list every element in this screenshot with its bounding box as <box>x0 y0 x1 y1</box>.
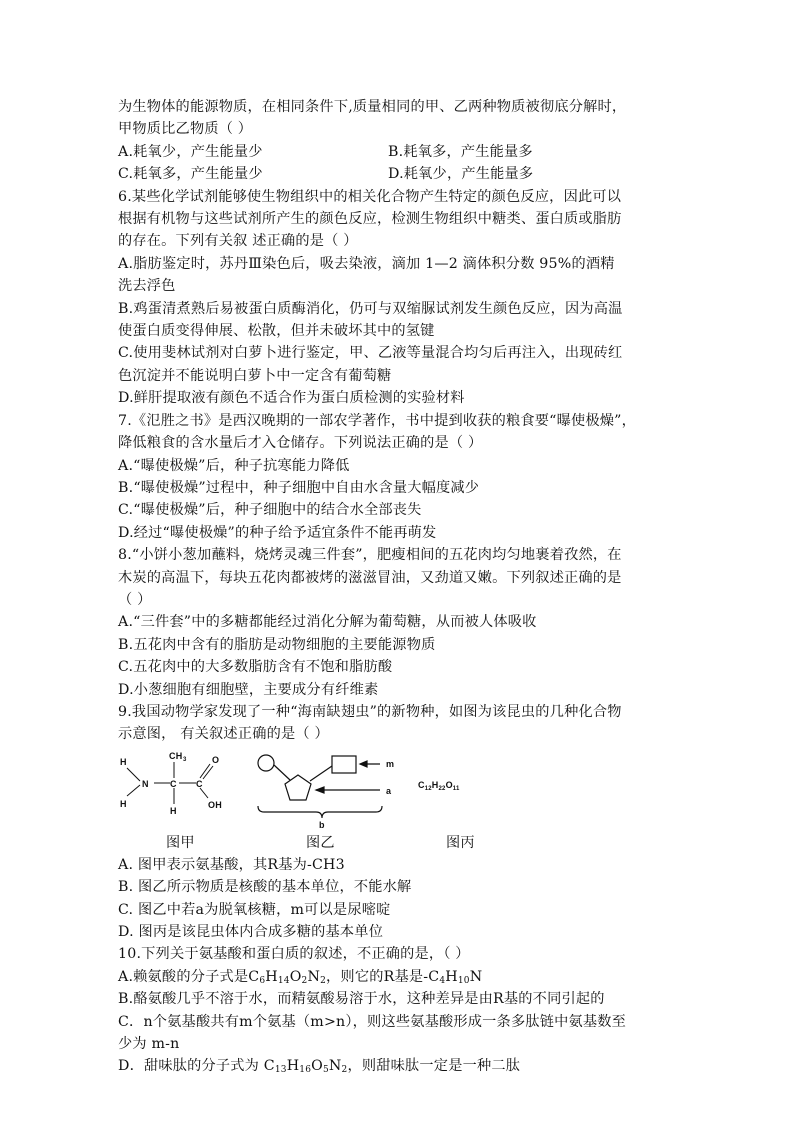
q10-option-d <box>118 1055 678 1077</box>
q5-options-row1 <box>118 141 678 163</box>
svg-text:a: a <box>386 785 392 796</box>
q10-option-d-prefix: D．甜味肽的分子式为 <box>118 1058 264 1075</box>
svg-text:3: 3 <box>183 756 187 763</box>
q6-option-d: D.鲜肝提取液有颜色不适合作为蛋白质检测的实验材料 <box>118 390 465 407</box>
q9-option-c: C. 图乙中若a为脱氧核糖，m可以是尿嘧啶 <box>118 901 391 918</box>
q10-option-d-suffix: ，则甜味肽一定是一种二肽 <box>347 1058 521 1075</box>
q9-option-a: A. 图甲表示氨基酸，其R基为-CH3 <box>118 856 345 873</box>
q10-stem: 10.下列关于氨基酸和蛋白质的叙述，不正确的是，（ ） <box>118 946 470 963</box>
svg-text:b: b <box>319 819 325 830</box>
q7-stem-line1: 7.《氾胜之书》是西汉晚期的一部农学著作，书中提到收获的粮食要“曝使极燥”， <box>118 412 637 429</box>
q10-option-a-middle: ，则它的R基是 <box>326 968 424 985</box>
q5-option-c: C.耗氧多，产生能量少 <box>118 166 263 183</box>
fig-jia-caption: 图甲 <box>166 834 195 851</box>
q9-stem-line2: 示意图， 有关叙述正确的是（ ） <box>118 726 329 743</box>
q10-option-a <box>118 966 678 988</box>
svg-text:CH: CH <box>169 750 183 761</box>
q5-option-b: B.耗氧多，产生能量多 <box>388 143 533 160</box>
q7-option-b: B.“曝使极燥”过程中，种子细胞中自由水含量大幅度减少 <box>118 479 480 496</box>
q9-option-b: B. 图乙所示物质是核酸的基本单位，不能水解 <box>118 879 412 896</box>
q6-option-a-line1: A.脂肪鉴定时，苏丹Ⅲ染色后，吸去染液，滴加 1—2 滴体积分数 95%的酒精 <box>118 255 615 272</box>
q10-option-b: B.酪氨酸几乎不溶于水，而精氨酸易溶于水，这种差异是由R基的不同引起的 <box>118 991 605 1008</box>
document-page <box>118 96 678 1078</box>
fig-yi-caption: 图乙 <box>306 834 335 851</box>
q7-option-d: D.经过“曝使极燥”的种子给予适宜条件不能再萌发 <box>118 524 437 541</box>
q7-option-a: A.“曝使极燥”后，种子抗寒能力降低 <box>118 457 350 474</box>
svg-text:C: C <box>170 778 177 789</box>
q6-option-b-line1: B.鸡蛋清煮熟后易被蛋白质酶消化，仍可与双缩脲试剂发生颜色反应，因为高温 <box>118 300 623 317</box>
fig-bing-caption: 图丙 <box>446 834 475 851</box>
svg-text:C: C <box>196 778 203 789</box>
sucrose-formula: $C_{12}H_{22}O_{11}$ <box>418 779 460 792</box>
q9-option-d: D. 图丙是该昆虫体内合成多糖的基本单位 <box>118 924 384 940</box>
q8-stem-line1: 8.“小饼小葱加蘸料，烧烤灵魂三件套”，肥瘦相间的五花肉均匀地裹着孜然，在 <box>118 547 622 564</box>
q10-option-a-prefix: A.赖氨酸的分子式是 <box>118 968 249 985</box>
lysine-formula: $C_6H_{14}O_2N_2$ <box>248 968 327 986</box>
q9-figure-drawing <box>118 748 678 832</box>
q5-option-d: D.耗氧少，产生能量多 <box>388 166 534 183</box>
q9-figure <box>118 748 678 832</box>
q8-stem-line3: （ ） <box>118 591 152 608</box>
lysine-r-group: $-C_4H_{10}N$ <box>423 968 483 986</box>
q7-option-c: C.“曝使极燥”后，种子细胞中的结合水全部丧失 <box>118 502 422 519</box>
q5-options-row2 <box>118 163 678 185</box>
nucleotide-labels <box>319 759 394 830</box>
q7-stem-line2: 降低粮食的含水量后才入仓储存。下列说法正确的是（ ） <box>118 435 483 452</box>
svg-text:H: H <box>120 798 127 809</box>
q9-stem-line1: 9.我国动物学家发现了一种“海南缺翅虫”的新物种，如图为该昆虫的几种化合物 <box>118 703 622 720</box>
svg-text:O: O <box>212 754 220 765</box>
q6-stem-line1: 6.某些化学试剂能够使生物组织中的相关化合物产生特定的颜色反应，因此可以 <box>118 188 622 205</box>
q6-stem-line2: 根据有机物与这些试剂所产生的颜色反应，检测生物组织中糖类、蛋白质或脂肪 <box>118 211 622 228</box>
q5-stem-line2: 甲物质比乙物质（ ） <box>118 121 253 138</box>
svg-text:OH: OH <box>208 799 222 810</box>
q8-option-d: D.小葱细胞有细胞壁，主要成分有纤维素 <box>118 681 379 698</box>
q9-figure-captions <box>118 832 678 854</box>
sweet-peptide-formula: $C_{13}H_{16}O_5N_2$ <box>263 1058 348 1076</box>
svg-text:H: H <box>170 805 177 816</box>
q5-option-a: A.耗氧少，产生能量少 <box>118 143 263 160</box>
svg-text:H: H <box>120 756 127 767</box>
q5-stem-line1: 为生物体的能源物质，在相同条件下,质量相同的甲、乙两种物质被彻底分解时， <box>118 99 627 115</box>
q10-option-c-line2: 少为 m-n <box>118 1036 180 1053</box>
q6-option-c-line2: 色沉淀并不能说明白萝卜中一定含有葡萄糖 <box>118 367 392 384</box>
q6-option-a-line2: 洗去浮色 <box>118 278 176 295</box>
q8-option-b: B.五花肉中含有的脂肪是动物细胞的主要能源物质 <box>118 636 436 653</box>
nucleotide-structure <box>258 755 382 818</box>
q6-option-b-line2: 使蛋白质变得伸展、松散，但并未破坏其中的氢键 <box>118 323 435 340</box>
q8-option-c: C.五花肉中的大多数脂肪含有不饱和脂肪酸 <box>118 659 393 676</box>
q8-option-a: A.“三件套”中的多糖都能经过消化分解为葡萄糖，从而被人体吸收 <box>118 614 537 631</box>
svg-text:N: N <box>142 778 149 789</box>
q8-stem-line2: 木炭的高温下，每块五花肉都被烤的滋滋冒油，又劲道又嫩。下列叙述正确的是 <box>118 569 622 586</box>
svg-text:m: m <box>386 758 395 769</box>
q6-option-c-line1: C.使用斐林试剂对白萝卜进行鉴定，甲、乙液等量混合均匀后再注入，出现砖红 <box>118 345 623 362</box>
q10-option-c-line1: C．n个氨基酸共有m个氨基（m>n），则这些氨基酸形成一条多肽链中氨基数至 <box>118 1013 627 1030</box>
alanine-atoms <box>120 751 222 816</box>
q6-stem-line3: 的存在。下列有关叙 述正确的是（ ） <box>118 233 358 250</box>
